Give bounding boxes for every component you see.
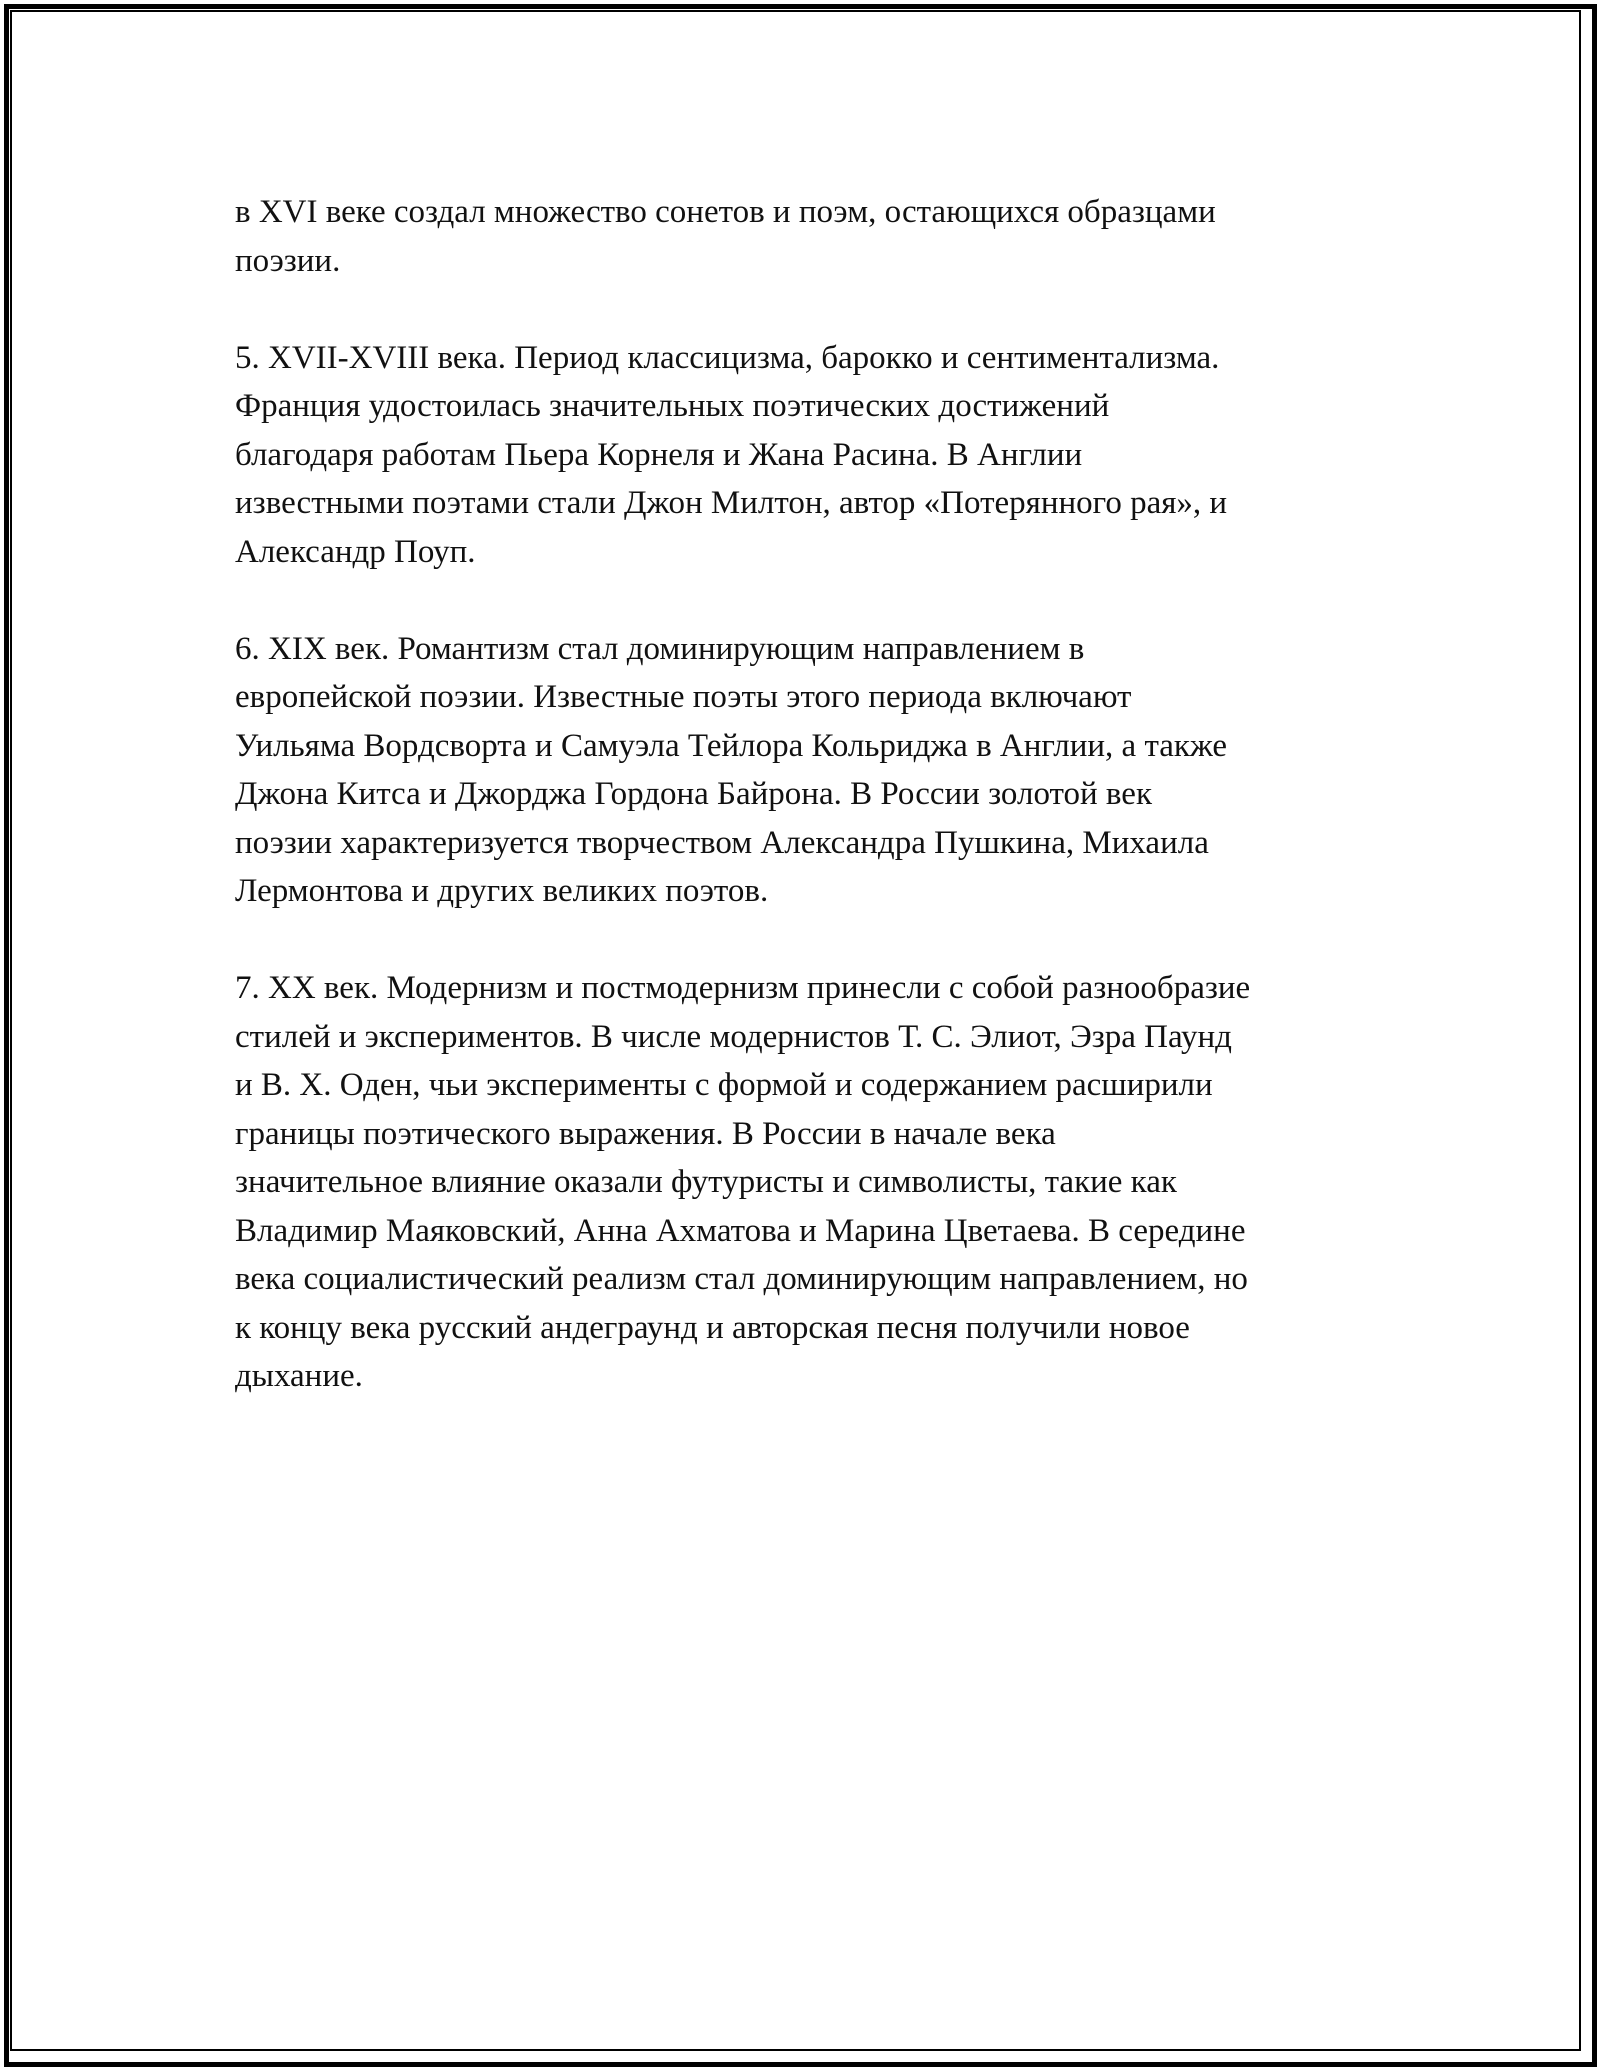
paragraph-17-18th-century: 5. XVII-XVIII века. Период классицизма, барокко и сентиментализма. Франция удостоилась значительных поэтических достижений благодаря работам Пьера Корнеля и Жана Расина. В Англии известными поэтами стали Джон Милтон, автор «Потерянного рая», и Александр Поуп. — [235, 339, 1228, 570]
paragraph-20th-century: 7. XX век. Модернизм и постмодернизм принесли с собой разнообразие стилей и экспериментов. В числе модернистов Т. С. Элиот, Эзра Паунд и В. Х. Оден, чьи эксперименты с формой и содержанием расширили границы поэтического выражения. В России в начале века значительное влияние оказали футуристы и символисты, такие как Владимир Маяковский, Анна Ахматова и Марина Цветаева. В середине века социалистический реализм стал доминирующим направлением, но к концу века русский андеграунд и авторская песня получили новое дыхание. — [235, 970, 1251, 1394]
paragraph-16th-century-continuation: в XVI веке создал множество сонетов и поэм, остающихся образцами поэзии. — [235, 194, 1216, 279]
paragraph-19th-century: 6. XIX век. Романтизм стал доминирующим направлением в европейской поэзии. Известные поэты этого периода включают Уильяма Вордсворта и Самуэла Тейлора Кольриджа в Англии, а также Джона Китса и Джорджа Гордона Байрона. В России золотой век поэзии характеризуется творчеством Александра Пушкина, Михаила Лермонтова и других великих поэтов. — [235, 630, 1227, 909]
document-body — [235, 188, 1385, 1449]
